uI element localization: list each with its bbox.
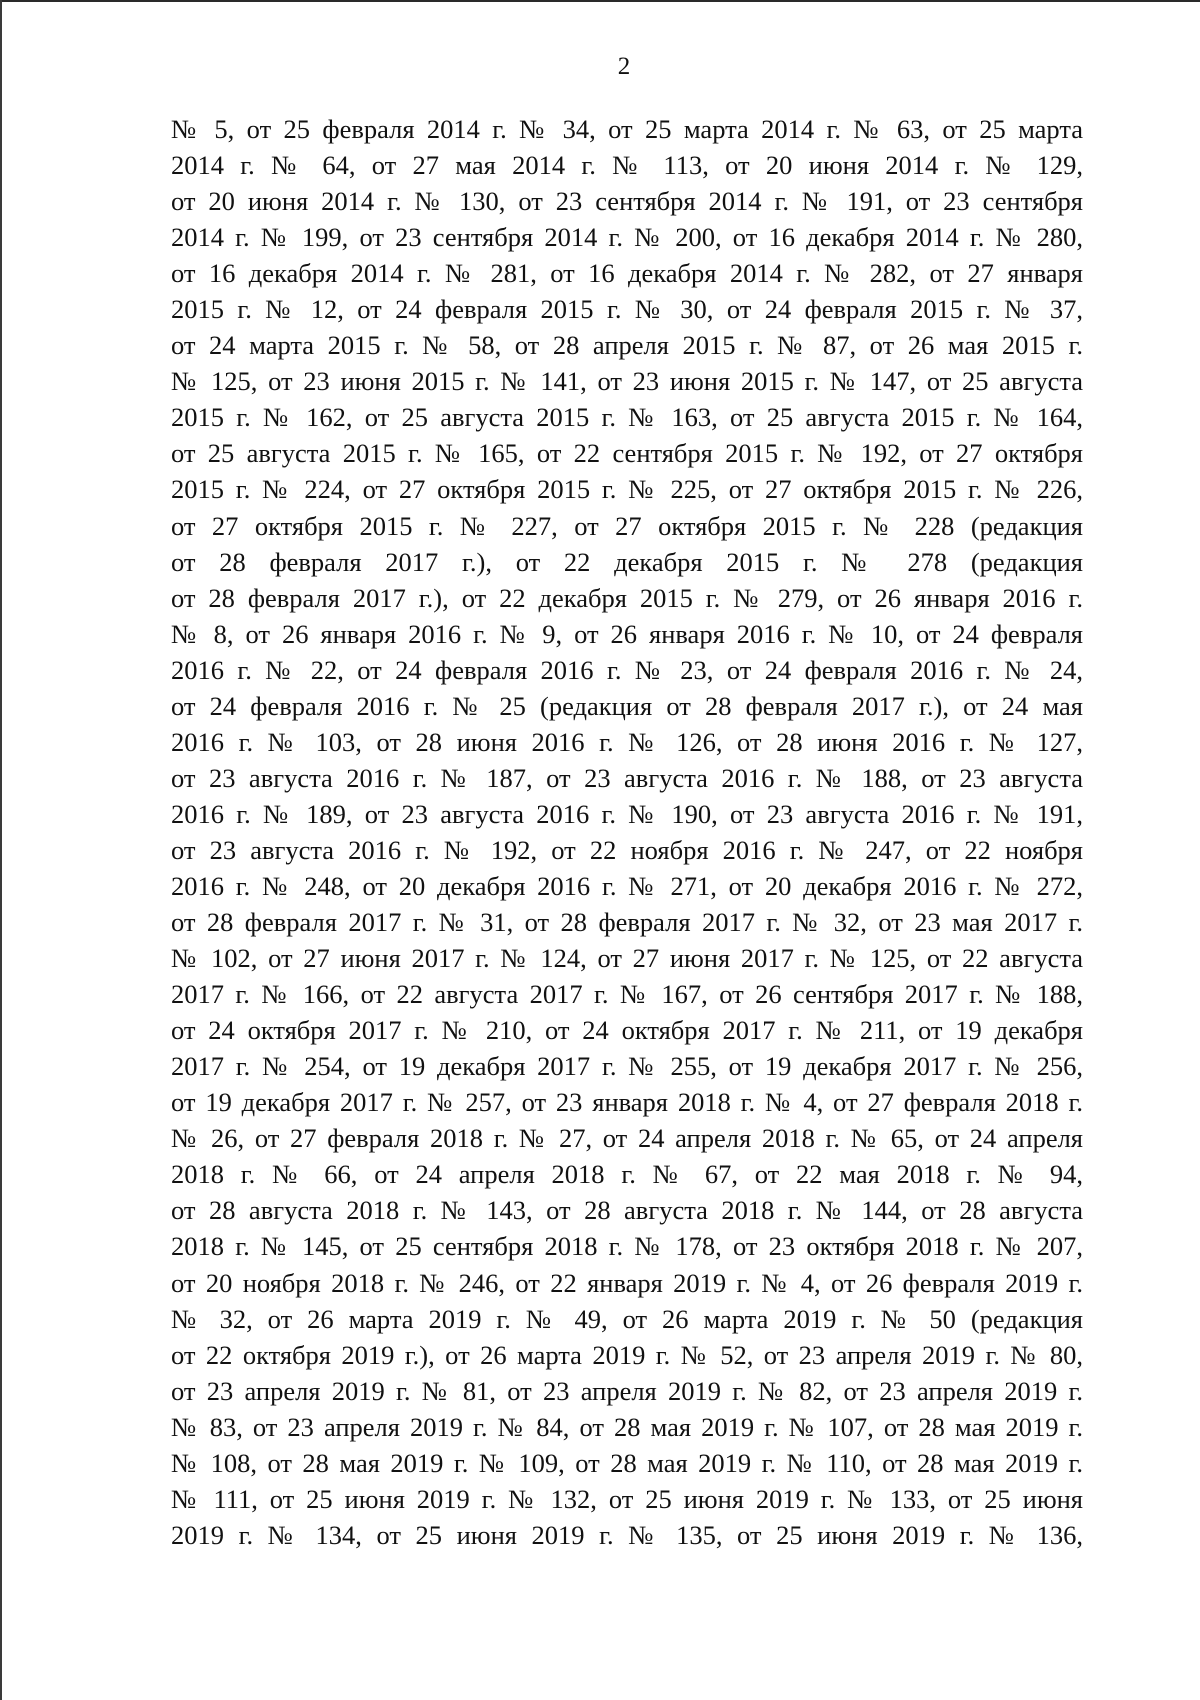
scan-edge-left (0, 0, 2, 1700)
text-line: № 108, от 28 мая 2019 г. № 109, от 28 мая 2019 г. № 110, от 28 мая 2019 г. (171, 1447, 1083, 1478)
text-line: от 23 апреля 2019 г. № 81, от 23 апреля 2019 г. № 82, от 23 апреля 2019 г. (171, 1375, 1083, 1406)
text-line: от 23 августа 2016 г. № 192, от 22 ноября 2016 г. № 247, от 22 ноября (171, 834, 1083, 865)
text-line: 2017 г. № 166, от 22 августа 2017 г. № 167, от 26 сентября 2017 г. № 188, (171, 979, 1083, 1010)
text-line: от 28 февраля 2017 г.), от 22 декабря 2015 г. № 279, от 26 января 2016 г. (171, 582, 1083, 613)
text-line: 2019 г. № 134, от 25 июня 2019 г. № 135, от 25 июня 2019 г. № 136, (171, 1519, 1083, 1550)
text-line: 2014 г. № 64, от 27 мая 2014 г. № 113, от 20 июня 2014 г. № 129, (171, 150, 1083, 181)
text-line: от 24 октября 2017 г. № 210, от 24 октября 2017 г. № 211, от 19 декабря (171, 1015, 1083, 1046)
text-line: № 8, от 26 января 2016 г. № 9, от 26 января 2016 г. № 10, от 24 февраля (171, 618, 1083, 649)
text-line: от 27 октября 2015 г. № 227, от 27 октября 2015 г. № 228 (редакция (171, 510, 1083, 541)
text-line: от 24 марта 2015 г. № 58, от 28 апреля 2015 г. № 87, от 26 мая 2015 г. (171, 330, 1083, 361)
scan-edge-top (0, 0, 1200, 2)
text-line: от 19 декабря 2017 г. № 257, от 23 января 2018 г. № 4, от 27 февраля 2018 г. (171, 1087, 1083, 1118)
text-line: от 25 августа 2015 г. № 165, от 22 сентября 2015 г. № 192, от 27 октября (171, 438, 1083, 469)
text-line: 2016 г. № 248, от 20 декабря 2016 г. № 271, от 20 декабря 2016 г. № 272, (171, 870, 1083, 901)
text-line: 2015 г. № 12, от 24 февраля 2015 г. № 30, от 24 февраля 2015 г. № 37, (171, 294, 1083, 325)
text-line: № 83, от 23 апреля 2019 г. № 84, от 28 мая 2019 г. № 107, от 28 мая 2019 г. (171, 1411, 1083, 1442)
text-line: 2018 г. № 145, от 25 сентября 2018 г. № 178, от 23 октября 2018 г. № 207, (171, 1231, 1083, 1262)
text-line: от 20 июня 2014 г. № 130, от 23 сентября 2014 г. № 191, от 23 сентября (171, 186, 1083, 217)
text-line: № 111, от 25 июня 2019 г. № 132, от 25 июня 2019 г. № 133, от 25 июня (171, 1483, 1083, 1514)
text-line: 2014 г. № 199, от 23 сентября 2014 г. № 200, от 16 декабря 2014 г. № 280, (171, 222, 1083, 253)
text-line: 2015 г. № 162, от 25 августа 2015 г. № 163, от 25 августа 2015 г. № 164, (171, 402, 1083, 433)
text-line: 2016 г. № 189, от 23 августа 2016 г. № 190, от 23 августа 2016 г. № 191, (171, 798, 1083, 829)
text-line: № 102, от 27 июня 2017 г. № 124, от 27 июня 2017 г. № 125, от 22 августа (171, 943, 1083, 974)
text-line: № 125, от 23 июня 2015 г. № 141, от 23 июня 2015 г. № 147, от 25 августа (171, 366, 1083, 397)
text-line: № 32, от 26 марта 2019 г. № 49, от 26 марта 2019 г. № 50 (редакция (171, 1303, 1083, 1334)
text-line: 2016 г. № 22, от 24 февраля 2016 г. № 23, от 24 февраля 2016 г. № 24, (171, 654, 1083, 685)
text-line: от 24 февраля 2016 г. № 25 (редакция от 28 февраля 2017 г.), от 24 мая (171, 690, 1083, 721)
text-line: от 28 февраля 2017 г. № 31, от 28 февраля 2017 г. № 32, от 23 мая 2017 г. (171, 907, 1083, 938)
text-line: 2016 г. № 103, от 28 июня 2016 г. № 126, от 28 июня 2016 г. № 127, (171, 726, 1083, 757)
text-line: от 23 августа 2016 г. № 187, от 23 августа 2016 г. № 188, от 23 августа (171, 762, 1083, 793)
page-number: 2 (617, 53, 631, 80)
document-body-text (171, 111, 1083, 1553)
text-line: 2017 г. № 254, от 19 декабря 2017 г. № 255, от 19 декабря 2017 г. № 256, (171, 1051, 1083, 1082)
text-line: 2015 г. № 224, от 27 октября 2015 г. № 225, от 27 октября 2015 г. № 226, (171, 474, 1083, 505)
text-line: 2018 г. № 66, от 24 апреля 2018 г. № 67, от 22 мая 2018 г. № 94, (171, 1159, 1083, 1190)
text-line: от 16 декабря 2014 г. № 281, от 16 декабря 2014 г. № 282, от 27 января (171, 258, 1083, 289)
text-line: от 28 февраля 2017 г.), от 22 декабря 2015 г. № 278 (редакция (171, 546, 1083, 577)
text-line: от 20 ноября 2018 г. № 246, от 22 января 2019 г. № 4, от 26 февраля 2019 г. (171, 1267, 1083, 1298)
text-line: № 5, от 25 февраля 2014 г. № 34, от 25 марта 2014 г. № 63, от 25 марта (171, 114, 1083, 144)
text-line: от 22 октября 2019 г.), от 26 марта 2019 г. № 52, от 23 апреля 2019 г. № 80, (171, 1339, 1083, 1370)
text-line: № 26, от 27 февраля 2018 г. № 27, от 24 апреля 2018 г. № 65, от 24 апреля (171, 1123, 1083, 1154)
text-line: от 28 августа 2018 г. № 143, от 28 августа 2018 г. № 144, от 28 августа (171, 1195, 1083, 1226)
